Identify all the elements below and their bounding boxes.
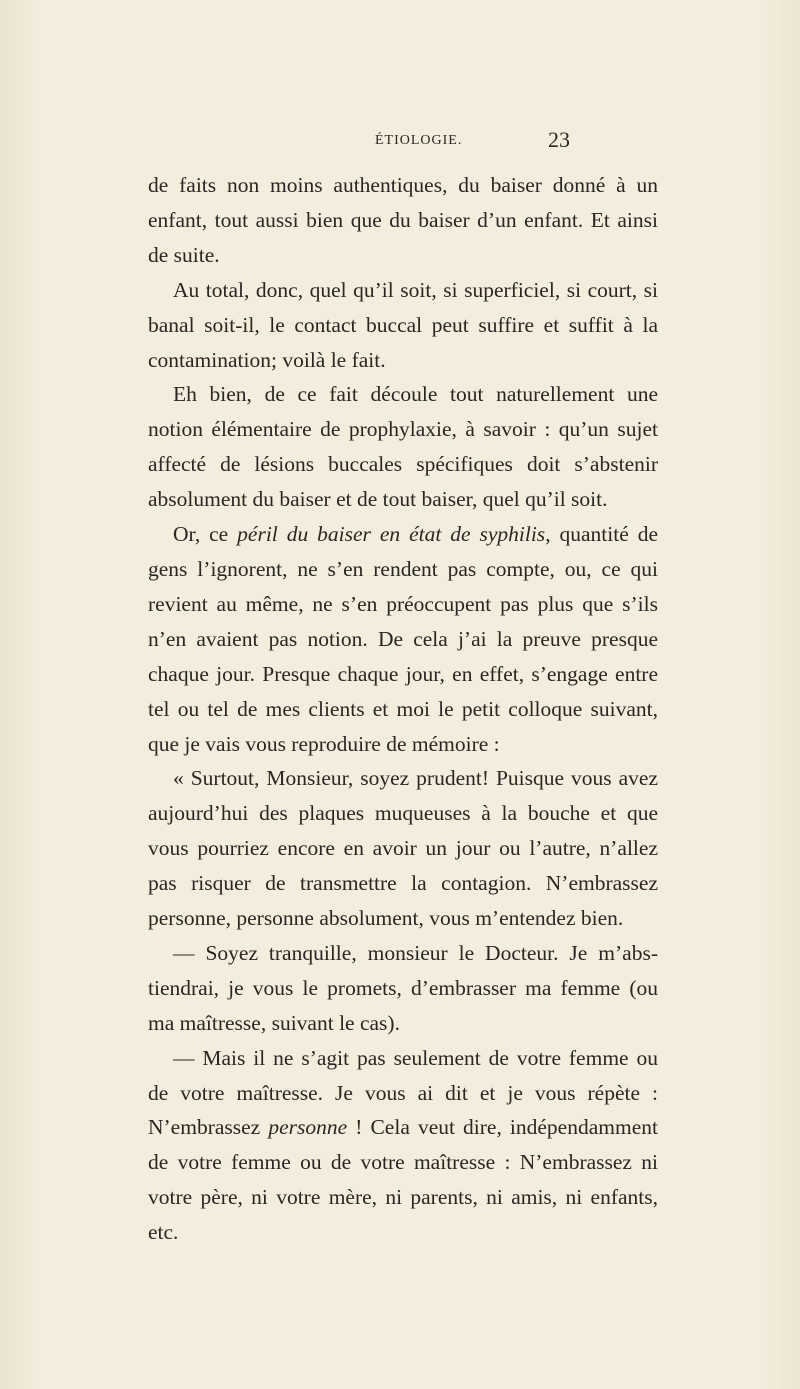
- italic-phrase: personne: [268, 1115, 348, 1140]
- text-run: ! Cela veut dire, indépendamment de votre femme ou de votre maîtresse : N’embrassez ni votre père, ni votre mère, ni parents, ni amis, ni enfants, etc.: [148, 1115, 658, 1245]
- page-header: [0, 127, 800, 163]
- paragraph: — Soyez tranquille, monsieur le Docteur. Je m’abstiendrai, je vous le promets, d’embrasser ma femme (ou ma maîtresse, suivant le cas).: [148, 940, 658, 1035]
- text-run: Or, ce: [173, 522, 238, 547]
- page-number: 23: [548, 127, 570, 152]
- text-run: , quantité de gens l’ignorent, ne s’en rendent pas compte, ou, ce qui revient au même, ne s’en préoccupent pas plus que s’ils n’en avaient pas notion. De cela j’ai la preuve presque chaque jour. Presque chaque jour, en effet, s’engage entre tel ou tel de mes clients et moi le petit colloque suivant, que je vais vous reproduire de mémoire :: [148, 522, 658, 756]
- paragraph: [148, 1041, 658, 1250]
- text-run: — Mais il ne s’agit pas seulement de votre femme ou de votre maîtresse. Je vous ai dit et je vous répète : N’embrassez: [148, 1045, 658, 1140]
- body-text: [148, 168, 658, 1250]
- paragraph: de faits non moins authentiques, du baiser donné à un enfant, tout aussi bien que du baiser d’un enfant. Et ainsi de suite.: [148, 173, 658, 267]
- paragraph: [148, 517, 658, 761]
- paragraph: Eh bien, de ce fait découle tout naturellement une notion élémentaire de prophylaxie, à savoir : qu’un sujet affecté de lésions buccales spécifiques doit s’abstenir absolument du baiser et de tout baiser, quel qu’il soit.: [148, 382, 658, 512]
- italic-phrase: péril du baiser en état de syphilis: [237, 522, 546, 547]
- paragraph: Au total, donc, quel qu’il soit, si superficiel, si court, si banal soit-il, le contact buccal peut suffire et suffit à la contamination; voilà le fait.: [148, 277, 658, 372]
- paragraph: « Surtout, Monsieur, soyez prudent! Puisque vous avez aujourd’hui des plaques muqueuses à la bouche et que vous pourriez encore en avoir un jour ou l’autre, n’allez pas risquer de transmettre la contagion. N’embrassez personne, personne absolument, vous m’entendez bien.: [148, 766, 658, 931]
- running-head: ÉTIOLOGIE.: [375, 133, 463, 148]
